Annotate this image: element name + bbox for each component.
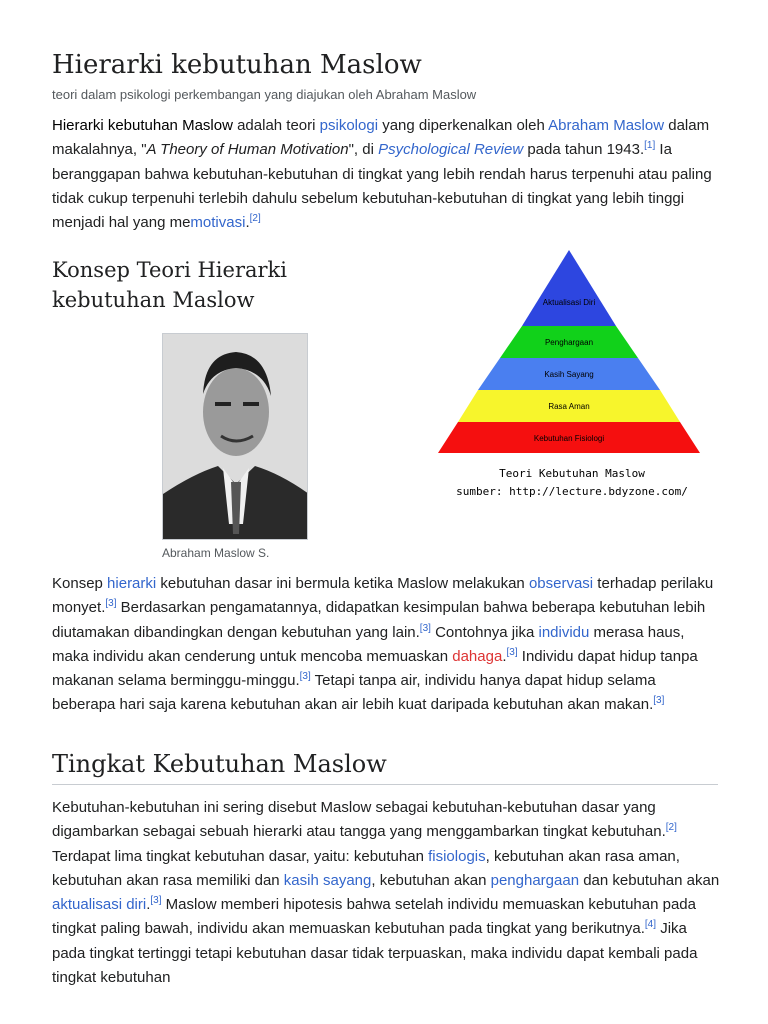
- body-text: , kebutuhan akan: [371, 871, 491, 889]
- body-text: Konsep: [52, 575, 108, 592]
- intro-text: .: [245, 214, 250, 232]
- citation-3[interactable]: [3]: [653, 695, 665, 707]
- body-text: .: [502, 647, 507, 665]
- intro-text: ", di: [348, 141, 379, 159]
- maslow-pyramid-image[interactable]: [436, 250, 702, 500]
- link-hierarki[interactable]: hierarki: [107, 575, 157, 592]
- konsep-paragraph: [52, 572, 720, 718]
- intro-text: yang diperkenalkan oleh: [378, 117, 549, 134]
- tingkat-paragraph: [52, 796, 720, 990]
- link-aktualisasi-diri[interactable]: aktualisasi diri: [52, 896, 147, 914]
- body-text: Contohnya jika: [430, 623, 539, 641]
- body-text: , kebutuhan akan rasa aman, kebutuhan akan rasa memiliki dan: [52, 847, 680, 889]
- body-text: Tetapi tanpa air, individu hanya dapat hidup selama beberapa hari saja karena kebutuhan akan air lebih kuat daripada kebutuhan akan makan.: [52, 672, 656, 714]
- citation-2[interactable]: [2]: [249, 213, 261, 225]
- intro-paragraph: [52, 114, 720, 235]
- body-text: .: [146, 896, 151, 914]
- body-text: Kebutuhan-kebutuhan ini sering disebut Maslow sebagai kebutuhan-kebutuhan dasar yang digambarkan sebagai sebuah hierarki atau tangga yang menggambarkan tingkat kebutuhan.: [52, 799, 666, 841]
- body-text: Berdasarkan pengamatannya, didapatkan kesimpulan bahwa beberapa kebutuhan lebih diutamakan dibandingkan dengan kebutuhan yang lain.: [52, 599, 706, 641]
- body-text: dan kebutuhan akan: [579, 871, 720, 889]
- citation-4[interactable]: [4]: [644, 919, 657, 931]
- pyramid-label-fisiologi: Kebutuhan Fisiologi: [533, 434, 605, 443]
- pyramid-label-penghargaan: Penghargaan: [544, 338, 594, 347]
- intro-text: dalam makalahnya, ": [52, 117, 710, 159]
- link-motivasi[interactable]: motivasi: [190, 214, 246, 232]
- body-text: Jika pada tingkat tertinggi tetapi kebutuhan dasar tidak terpuaskan, maka individu dapat kembali pada tingkat kebutuhan: [52, 920, 698, 987]
- section-heading-tingkat: Tingkat Kebutuhan Maslow: [52, 750, 718, 785]
- page-title: Hierarki kebutuhan Maslow: [52, 50, 422, 80]
- citation-1[interactable]: [1]: [644, 140, 656, 152]
- link-individu[interactable]: individu: [538, 623, 590, 641]
- link-dahaga[interactable]: dahaga: [452, 647, 503, 665]
- portrait-image: [163, 334, 308, 540]
- photo-caption: Abraham Maslow S.: [162, 546, 270, 560]
- body-text: terhadap perilaku monyet.: [52, 575, 714, 617]
- body-text: Terdapat lima tingkat kebutuhan dasar, yaitu: kebutuhan: [52, 847, 429, 865]
- body-text: Maslow memberi hipotesis bahwa setelah individu memuaskan kebutuhan pada tingkat paling bawah, individu akan memuaskan kebutuhan pada tingkat yang berikutnya.: [52, 896, 696, 938]
- body-text: kebutuhan dasar ini bermula ketika Maslow melakukan: [156, 575, 529, 592]
- link-penghargaan[interactable]: penghargaan: [490, 871, 580, 889]
- citation-2[interactable]: [2]: [665, 822, 677, 834]
- pyramid-caption-source: sumber: http://lecture.bdyzone.com/: [456, 485, 688, 498]
- body-text: Individu dapat hidup tanpa makanan selama berminggu-minggu.: [52, 647, 698, 690]
- intro-text: adalah teori: [232, 117, 320, 134]
- body-text: merasa haus, maka individu akan cenderung untuk mencoba memuaskan: [52, 623, 685, 665]
- link-kasih-sayang[interactable]: kasih sayang: [283, 871, 372, 889]
- pyramid-label-rasa-aman: Rasa Aman: [548, 402, 590, 411]
- paper-title: A Theory of Human Motivation: [146, 141, 349, 159]
- pyramid-level-aktualisasi: [522, 250, 616, 326]
- intro-text: Ia beranggapan bahwa kebutuhan-kebutuhan di tingkat yang lebih rendah harus terpenuhi atau paling tidak cukup terpenuhi terlebih dahulu sebelum kebutuhan-kebutuhan di tingkat yang lebih tinggi menjadi hal yang me: [52, 141, 712, 232]
- link-psychological-review[interactable]: Psychological Review: [378, 141, 524, 159]
- intro-text: pada tahun 1943.: [523, 141, 645, 159]
- citation-3[interactable]: [3]: [299, 671, 311, 683]
- section-heading-konsep: Konsep Teori Hierarki kebutuhan Maslow: [52, 258, 287, 312]
- pyramid-caption-title: Teori Kebutuhan Maslow: [499, 467, 645, 480]
- pyramid-label-aktualisasi: Aktualisasi Diri: [542, 298, 596, 307]
- link-psikologi[interactable]: psikologi: [319, 117, 379, 134]
- pyramid-label-kasih-sayang: Kasih Sayang: [544, 370, 594, 379]
- link-observasi[interactable]: observasi: [528, 575, 594, 592]
- citation-3[interactable]: [3]: [105, 598, 117, 610]
- maslow-photo[interactable]: [162, 333, 308, 540]
- link-fisiologis[interactable]: fisiologis: [428, 847, 486, 865]
- citation-3[interactable]: [3]: [150, 895, 162, 907]
- citation-3[interactable]: [3]: [419, 622, 431, 634]
- bold-term: Hierarki kebutuhan Maslow: [52, 117, 233, 134]
- citation-3[interactable]: [3]: [506, 646, 518, 658]
- link-abraham-maslow[interactable]: Abraham Maslow: [548, 117, 665, 134]
- page-subtitle: teori dalam psikologi perkembangan yang diajukan oleh Abraham Maslow: [52, 87, 477, 102]
